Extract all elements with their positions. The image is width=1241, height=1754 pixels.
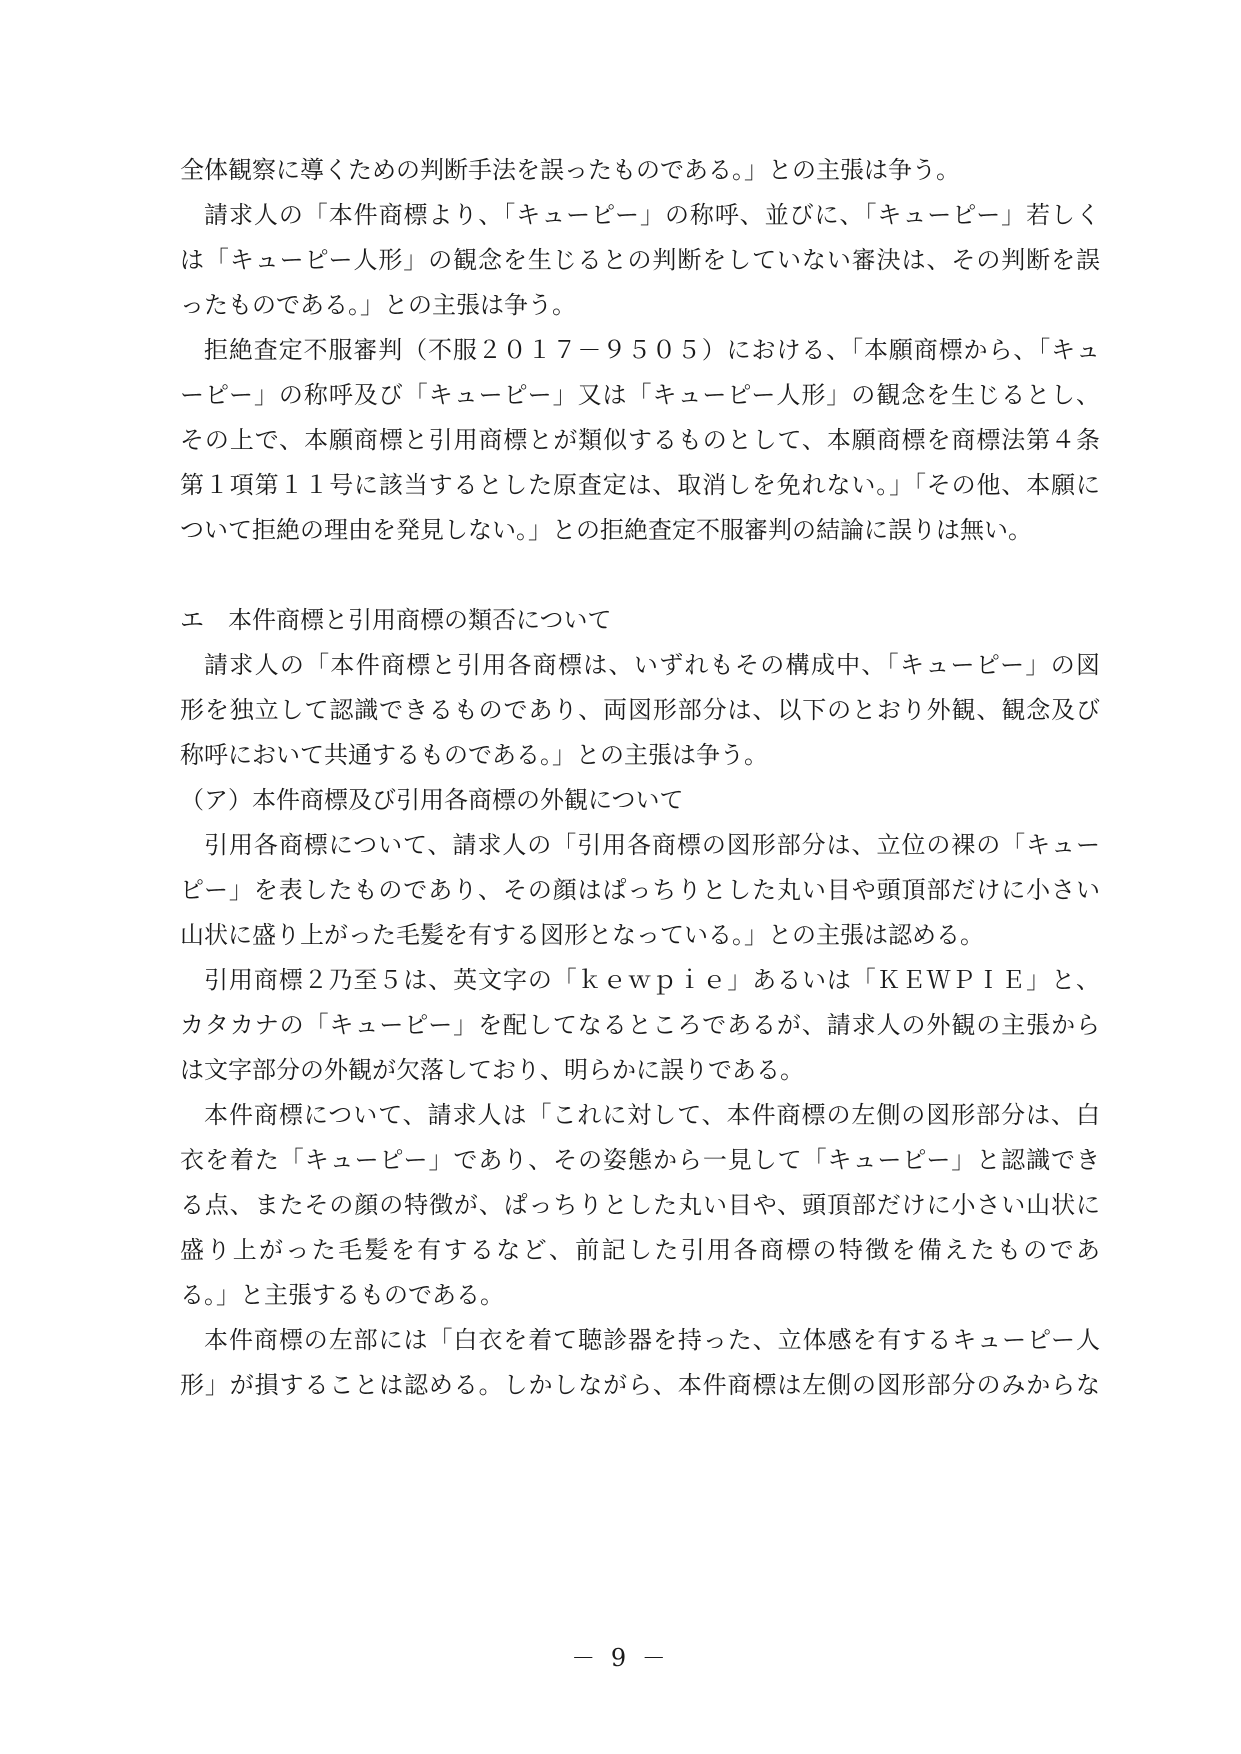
text-line: は「キューピー人形」の観念を生じるとの判断をしていない審決は、その判断を誤 <box>180 246 1100 274</box>
page-number: － 9 － <box>571 1644 670 1672</box>
text-line: 称呼において共通するものである。」との主張は争う。 <box>180 741 768 769</box>
text-line: 引用各商標について、請求人の「引用各商標の図形部分は、立位の裸の「キュー <box>204 831 1100 859</box>
text-line: 第１項第１１号に該当するとした原査定は、取消しを免れない。」「その他、本願に <box>180 471 1100 499</box>
subsection-heading: （ア）本件商標及び引用各商標の外観について <box>180 786 684 814</box>
text-line: 全体観察に導くための判断手法を誤ったものである。」との主張は争う。 <box>180 156 960 184</box>
text-line: その上で、本願商標と引用商標とが類似するものとして、本願商標を商標法第４条 <box>180 426 1100 454</box>
text-line: る。」と主張するものである。 <box>180 1281 504 1309</box>
section-heading: エ 本件商標と引用商標の類否について <box>180 606 612 634</box>
text-line: ったものである。」との主張は争う。 <box>180 291 576 319</box>
text-line: る点、またその顔の特徴が、ぱっちりとした丸い目や、頭頂部だけに小さい山状に <box>180 1191 1100 1219</box>
text-line: 本件商標について、請求人は「これに対して、本件商標の左側の図形部分は、白 <box>204 1101 1100 1129</box>
text-line: 請求人の「本件商標より、「キューピー」の称呼、並びに、「キューピー」若しく <box>204 201 1100 229</box>
text-line: 形」が損することは認める。しかしながら、本件商標は左側の図形部分のみからな <box>180 1371 1100 1399</box>
text-line: は文字部分の外観が欠落しており、明らかに誤りである。 <box>180 1056 804 1084</box>
text-line: 盛り上がった毛髪を有するなど、前記した引用各商標の特徴を備えたものであ <box>180 1236 1100 1264</box>
text-line: 請求人の「本件商標と引用各商標は、いずれもその構成中、「キューピー」の図 <box>204 651 1100 679</box>
text-line: 衣を着た「キューピー」であり、その姿態から一見して「キューピー」と認識でき <box>180 1146 1100 1174</box>
text-line: 山状に盛り上がった毛髪を有する図形となっている。」との主張は認める。 <box>180 921 984 949</box>
text-line: 本件商標の左部には「白衣を着て聴診器を持った、立体感を有するキューピー人 <box>204 1326 1100 1354</box>
text-line: ーピー」の称呼及び「キューピー」又は「キューピー人形」の観念を生じるとし、 <box>180 381 1100 409</box>
text-line: 拒絶査定不服審判（不服２０１７－９５０５）における、「本願商標から、「キュ <box>204 336 1100 364</box>
text-line: カタカナの「キューピー」を配してなるところであるが、請求人の外観の主張から <box>180 1011 1100 1039</box>
text-line: 引用商標２乃至５は、英文字の「ｋｅｗｐｉｅ」あるいは「ＫＥＷＰＩＥ」と、 <box>204 966 1100 994</box>
text-line: 形を独立して認識できるものであり、両図形部分は、以下のとおり外観、観念及び <box>180 696 1100 724</box>
text-line: ピー」を表したものであり、その顔はぱっちりとした丸い目や頭頂部だけに小さい <box>180 876 1100 904</box>
text-line: ついて拒絶の理由を発見しない。」との拒絶査定不服審判の結論に誤りは無い。 <box>180 516 1032 544</box>
